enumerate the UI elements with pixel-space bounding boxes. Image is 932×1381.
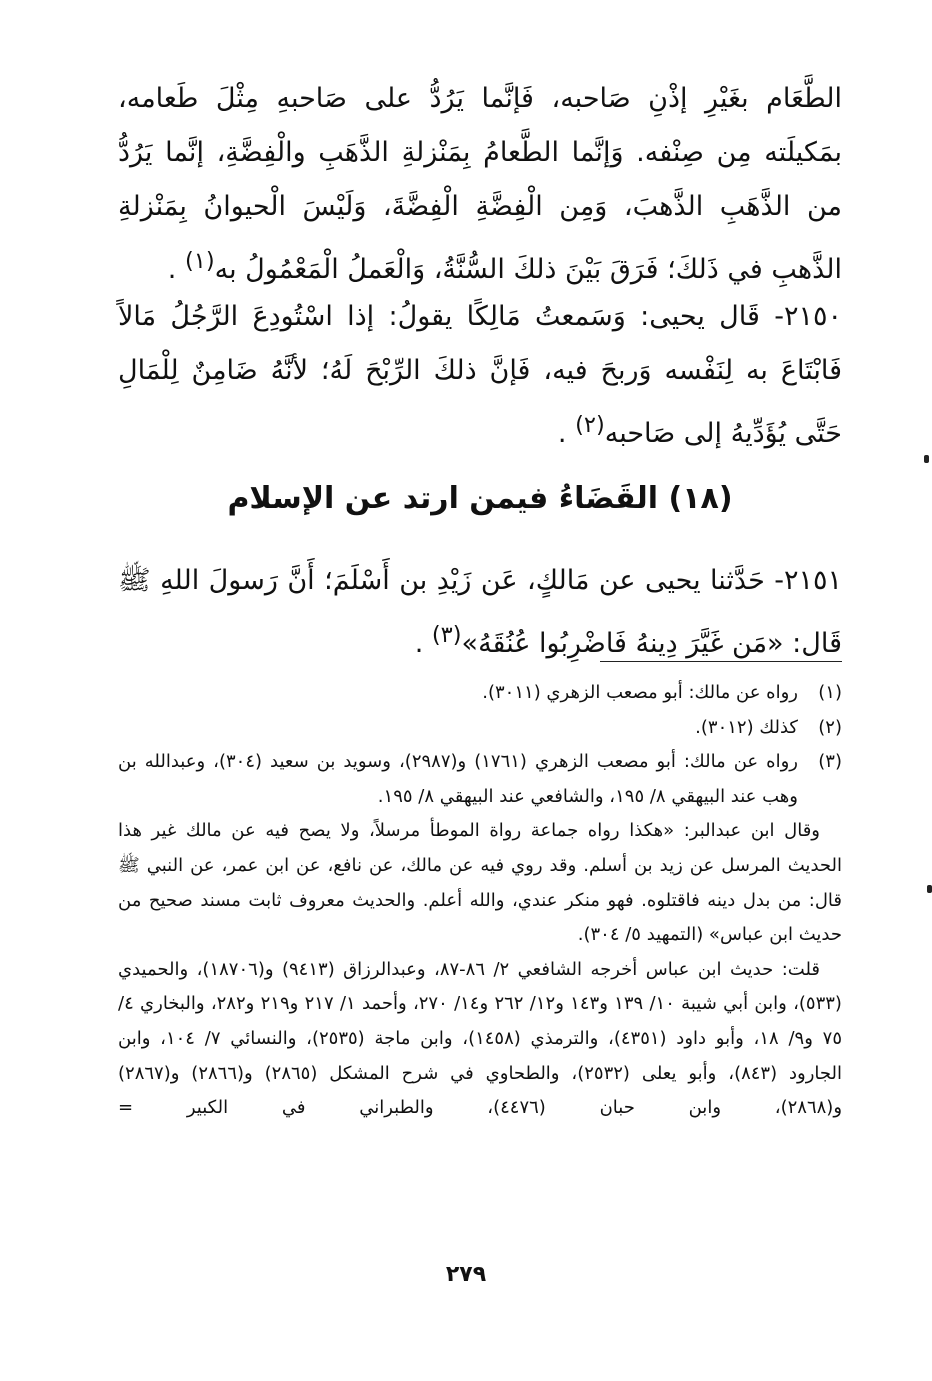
paragraph-terminator: . (167, 254, 185, 285)
page-number: ٢٧٩ (445, 1262, 487, 1287)
footnote-ref-3: (٣) (431, 622, 462, 648)
footnote-text: رواه عن مالك: أبو مصعب الزهري (١٧٦١) و(٢٩٨٧)، وسويد بن سعيد (٣٠٤)، وعبدالله بن وهب عند البيهقي ٨/ ١٩٥، والشافعي عند البيهقي ٨/ ١٩٥. (118, 751, 798, 807)
paragraph-2149-continuation (118, 72, 842, 297)
footnote-text: كذلك (٣٠١٢). (695, 716, 798, 738)
paragraph-text: ٢١٥١- حَدَّثنا يحيى عن مَالكٍ، عَن زَيْدِ بن أَسْلَمَ؛ أَنَّ رَسولَ اللهِ ﷺ قَال: «مَن غَيَّرَ دِينهُ فَاضْرِبُوا عُنُقَهُ» (118, 565, 842, 659)
paragraph-terminator: . (557, 418, 576, 449)
footnote-number: (٢) (818, 716, 842, 738)
paragraph-text: الطَّعَام بغَيْرِ إذْنِ صَاحبه، فَإنَّما يَرُدُّ على صَاحبهِ مِثْلَ طَعامه، بمَكيلَته مِن صِنْفه. وَإنَّما الطَّعامُ بِمَنْزلةِ الذَّهَبِ والْفِضَّةِ، إنَّما يَرُدُّ من الذَّهَبِ الذَّهبَ، وَمِن الْفِضَّةِ الْفِضَّةَ، وَلَيْسَ الْحيوانُ بِمَنْزلةِ الذَّهبِ في ذَلكَ؛ فَرَقَ بَيْنَ ذلكَ السُّنَّةُ، وَالْعَملُ الْمَعْمُولُ به (118, 83, 842, 285)
paragraph-2150 (118, 290, 878, 461)
footnote-ref-1: (١) (184, 248, 215, 274)
footnote-ref-2: (٢) (575, 412, 605, 438)
paragraph-terminator: . (414, 628, 432, 659)
margin-mark (927, 885, 932, 893)
footnote-text: رواه عن مالك: أبو مصعب الزهري (٣٠١١). (482, 682, 798, 703)
footnote-separator (600, 661, 842, 662)
section-heading: (١٨) القَضَاءُ فيمن ارتد عن الإسلام (227, 481, 733, 516)
footnote-3-takhrij: قلت: حديث ابن عباس أخرجه الشافعي ٢/ ٨٦-٨٧، وعبدالرزاق (٩٤١٣) و(١٨٧٠٦)، والحميدي (٥٣٣)، وابن أبي شيبة ١٠/ ١٣٩ و١٤٣ و١٢/ ٢٦٢ و١٤/ ٢٧٠، وأحمد ١/ ٢١٧ و٢١٩ و٢٨٢، والبخاري ٤/ ٧٥ و٩/ ١٨، وأبو داود (٤٣٥١)، والترمذي (١٤٥٨)، وابن ماجة (٢٥٣٥)، والنسائي ٧/ ١٠٤، وابن الجارود (٨٤٣)، وأبو يعلى (٢٥٣٢)، والطحاوي في شرح المشكل (٢٨٦٥) و(٢٨٦٦) و(٢٨٦٧) و(٢٨٦٨)، وابن حبان (٤٤٧٦)، والطبراني في الكبير = (118, 958, 843, 1119)
footnote-2 (118, 711, 842, 746)
footnote-3-ibn-abdulbarr: وقال ابن عبدالبر: «هكذا رواه جماعة رواة الموطأ مرسلاً، ولا يصح فيه عن مالك غير هذا الحديث المرسل عن زيد بن أسلم. وقد روي فيه عن مالك، عن نافع، عن ابن عمر، عن النبي ﷺ قال: من بدل دينه فاقتلوه. فهو منكر عندي، والله أعلم. والحديث معروف ثابت مسند صحيح من حديث ابن عباس» (التمهيد ٥/ ٣٠٤). (118, 820, 842, 946)
margin-mark (924, 455, 929, 463)
footnotes (118, 676, 842, 1126)
footnote-number: (٣) (818, 751, 842, 773)
footnote-3 (118, 745, 842, 814)
footnote-number: (١) (818, 682, 842, 703)
paragraph-text: ٢١٥٠- قَال يحيى: وَسَمعتُ مَالِكًا يقولُ: إذا اسْتُودِعَ الرَّجُلُ مَالاً فَابْتَاعَ به لِنَفْسه وَربحَ فيه، فَإنَّ ذلكَ الرِّبْحَ لَهُ؛ لأنَّهُ ضَامِنٌ لِلْمَالِ حَتَّى يُؤَدِّيهُ إلى صَاحبه (118, 301, 842, 449)
footnote-1 (118, 676, 842, 711)
paragraph-2151 (118, 554, 878, 671)
